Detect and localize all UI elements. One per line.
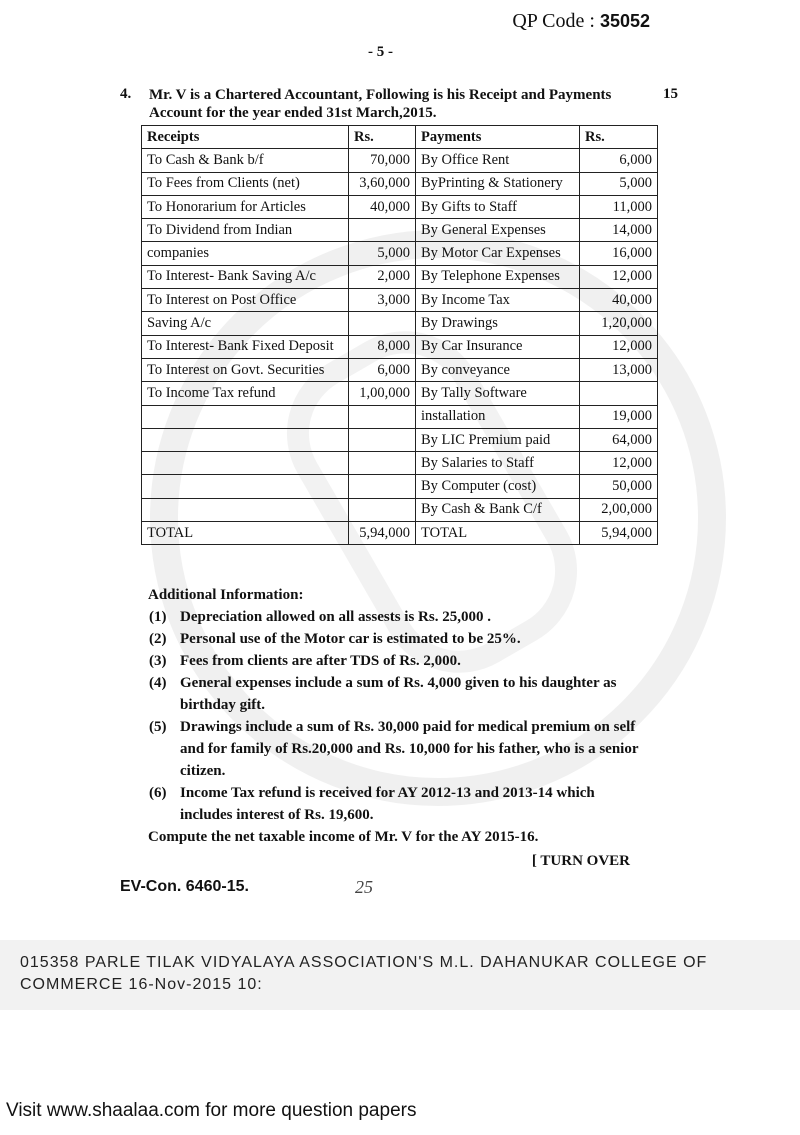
payment-amount: 2,00,000 bbox=[580, 498, 658, 521]
additional-info-item bbox=[149, 650, 640, 672]
receipt-amount: 1,00,000 bbox=[349, 382, 416, 405]
payment-item: By conveyance bbox=[416, 358, 580, 381]
receipt-amount bbox=[349, 428, 416, 451]
payment-amount: 11,000 bbox=[580, 195, 658, 218]
item-text: Personal use of the Motor car is estimated to be 25%. bbox=[180, 631, 521, 647]
receipt-item: To Dividend from Indian bbox=[142, 219, 349, 242]
additional-info-item bbox=[149, 628, 640, 650]
payment-amount: 14,000 bbox=[580, 219, 658, 242]
payment-item: By Gifts to Staff bbox=[416, 195, 580, 218]
question-marks: 15 bbox=[663, 86, 678, 102]
receipts-payments-table bbox=[141, 125, 658, 545]
payment-item: By Computer (cost) bbox=[416, 475, 580, 498]
table-row bbox=[142, 382, 658, 405]
payment-item: By Tally Software bbox=[416, 382, 580, 405]
receipt-item: To Interest- Bank Saving A/c bbox=[142, 265, 349, 288]
payment-item: By Income Tax bbox=[416, 289, 580, 312]
turn-over: [ TURN OVER bbox=[531, 853, 630, 869]
payment-amount: 64,000 bbox=[580, 428, 658, 451]
compute-instruction: Compute the net taxable income of Mr. V for the AY 2015-16. bbox=[148, 829, 539, 845]
total-value: 5,94,000 bbox=[580, 522, 658, 545]
header-receipts: Receipts bbox=[142, 126, 349, 149]
table-row bbox=[142, 149, 658, 172]
page-number: - 5 - bbox=[368, 44, 393, 60]
additional-info-list bbox=[120, 606, 640, 826]
table-row bbox=[142, 335, 658, 358]
receipt-amount bbox=[349, 475, 416, 498]
payment-item: By Cash & Bank C/f bbox=[416, 498, 580, 521]
payment-amount bbox=[580, 382, 658, 405]
table-row bbox=[142, 195, 658, 218]
header-rs: Rs. bbox=[349, 126, 416, 149]
receipt-amount: 8,000 bbox=[349, 335, 416, 358]
payment-amount: 40,000 bbox=[580, 289, 658, 312]
table-row bbox=[142, 265, 658, 288]
payment-amount: 50,000 bbox=[580, 475, 658, 498]
item-number: (1) bbox=[149, 609, 167, 625]
receipt-amount bbox=[349, 498, 416, 521]
table-row bbox=[142, 452, 658, 475]
receipt-item: To Interest- Bank Fixed Deposit bbox=[142, 335, 349, 358]
footer-line bbox=[120, 876, 640, 900]
item-number: (4) bbox=[149, 675, 167, 691]
qp-label: QP Code : bbox=[512, 10, 595, 32]
qp-code bbox=[512, 10, 650, 33]
qp-code-value: 35052 bbox=[599, 11, 650, 31]
receipt-amount: 6,000 bbox=[349, 358, 416, 381]
payment-item: By Drawings bbox=[416, 312, 580, 335]
receipt-amount: 70,000 bbox=[349, 149, 416, 172]
receipt-item bbox=[142, 405, 349, 428]
question-text: Mr. V is a Chartered Accountant, Following is his Receipt and Payments Account for the year ended 31st March,2015. bbox=[149, 87, 612, 121]
payment-amount: 12,000 bbox=[580, 335, 658, 358]
table-row bbox=[142, 498, 658, 521]
receipt-item: To Honorarium for Articles bbox=[142, 195, 349, 218]
receipt-item: Saving A/c bbox=[142, 312, 349, 335]
header-payments: Payments bbox=[416, 126, 580, 149]
receipt-amount: 2,000 bbox=[349, 265, 416, 288]
receipt-amount bbox=[349, 405, 416, 428]
payment-amount: 19,000 bbox=[580, 405, 658, 428]
receipt-amount: 5,000 bbox=[349, 242, 416, 265]
additional-info-title: Additional Information: bbox=[148, 587, 304, 603]
receipt-amount: 3,000 bbox=[349, 289, 416, 312]
table-row bbox=[142, 242, 658, 265]
item-text: Income Tax refund is received for AY 2012-13 and 2013-14 which includes interest of Rs. 19,600. bbox=[180, 785, 595, 823]
additional-info-item bbox=[149, 606, 640, 628]
exam-code: EV-Con. 6460-15. bbox=[120, 878, 249, 895]
table-row bbox=[142, 358, 658, 381]
receipt-item bbox=[142, 498, 349, 521]
item-number: (5) bbox=[149, 719, 167, 735]
receipt-item bbox=[142, 428, 349, 451]
item-text: Fees from clients are after TDS of Rs. 2,000. bbox=[180, 653, 461, 669]
payment-item: By General Expenses bbox=[416, 219, 580, 242]
item-number: (2) bbox=[149, 631, 167, 647]
receipt-amount: 40,000 bbox=[349, 195, 416, 218]
table-row bbox=[142, 475, 658, 498]
receipt-item: To Fees from Clients (net) bbox=[142, 172, 349, 195]
table-row bbox=[142, 405, 658, 428]
watermark-text: 015358 PARLE TILAK VIDYALAYA ASSOCIATION'S M.L. DAHANUKAR COLLEGE OF COMMERCE 16-Nov-2015 10: bbox=[20, 954, 708, 993]
payment-amount: 6,000 bbox=[580, 149, 658, 172]
payment-amount: 1,20,000 bbox=[580, 312, 658, 335]
payment-amount: 12,000 bbox=[580, 452, 658, 475]
table-header-row bbox=[142, 126, 658, 149]
question-number: 4. bbox=[120, 86, 132, 102]
payment-item: By Car Insurance bbox=[416, 335, 580, 358]
table-row bbox=[142, 172, 658, 195]
handwritten-note: 25 bbox=[355, 877, 373, 897]
table-row bbox=[142, 312, 658, 335]
receipt-item: To Interest on Post Office bbox=[142, 289, 349, 312]
table-row bbox=[142, 289, 658, 312]
additional-info-item bbox=[149, 716, 640, 782]
item-text: Depreciation allowed on all assests is Rs. 25,000 . bbox=[180, 609, 491, 625]
payment-item: By Salaries to Staff bbox=[416, 452, 580, 475]
item-number: (6) bbox=[149, 785, 167, 801]
receipt-item bbox=[142, 452, 349, 475]
item-text: General expenses include a sum of Rs. 4,000 given to his daughter as birthday gift. bbox=[180, 675, 617, 713]
payment-item: By Office Rent bbox=[416, 149, 580, 172]
payment-item: By Telephone Expenses bbox=[416, 265, 580, 288]
payment-item: installation bbox=[416, 405, 580, 428]
additional-info-item bbox=[149, 672, 640, 716]
total-value: 5,94,000 bbox=[349, 522, 416, 545]
receipt-amount bbox=[349, 219, 416, 242]
total-row bbox=[142, 522, 658, 545]
payment-item: By LIC Premium paid bbox=[416, 428, 580, 451]
receipt-amount bbox=[349, 452, 416, 475]
payment-item: By Motor Car Expenses bbox=[416, 242, 580, 265]
receipt-item: To Cash & Bank b/f bbox=[142, 149, 349, 172]
site-footer: Visit www.shaalaa.com for more question papers bbox=[6, 1100, 417, 1121]
additional-info-item bbox=[149, 782, 640, 826]
item-number: (3) bbox=[149, 653, 167, 669]
payment-item: ByPrinting & Stationery bbox=[416, 172, 580, 195]
total-label: TOTAL bbox=[142, 522, 349, 545]
table-row bbox=[142, 428, 658, 451]
header-rs: Rs. bbox=[580, 126, 658, 149]
payment-amount: 12,000 bbox=[580, 265, 658, 288]
receipt-item: To Interest on Govt. Securities bbox=[142, 358, 349, 381]
additional-info-section bbox=[120, 584, 640, 900]
receipt-amount bbox=[349, 312, 416, 335]
payment-amount: 5,000 bbox=[580, 172, 658, 195]
receipt-amount: 3,60,000 bbox=[349, 172, 416, 195]
receipt-item: To Income Tax refund bbox=[142, 382, 349, 405]
table-row bbox=[142, 219, 658, 242]
payment-amount: 13,000 bbox=[580, 358, 658, 381]
total-label: TOTAL bbox=[416, 522, 580, 545]
receipt-item bbox=[142, 475, 349, 498]
item-text: Drawings include a sum of Rs. 30,000 paid for medical premium on self and for family of Rs.20,000 and Rs. 10,000 for his father, who is a senior citizen. bbox=[180, 719, 639, 779]
payment-amount: 16,000 bbox=[580, 242, 658, 265]
receipt-item: companies bbox=[142, 242, 349, 265]
